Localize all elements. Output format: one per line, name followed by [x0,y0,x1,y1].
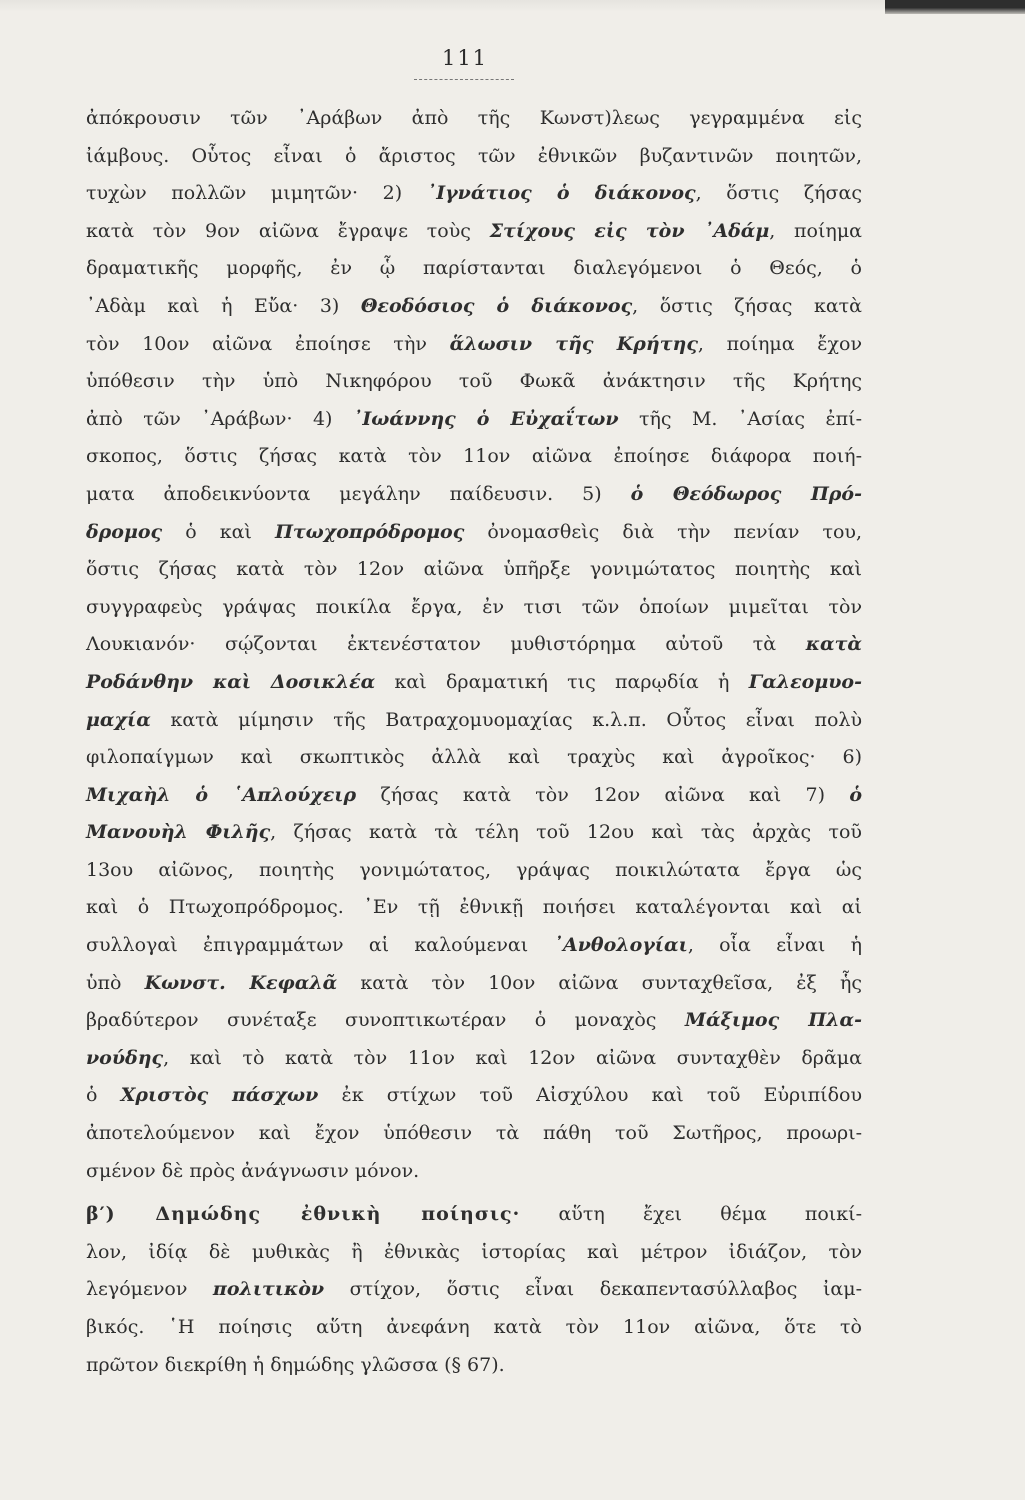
header-rule [414,79,514,80]
text-line: ἀποτελούμενον καὶ ἔχον ὑπόθεσιν τὰ πάθη τοῦ Σωτῆρος, προωρι- [86,1122,862,1145]
emphasis: νούδης [86,1046,164,1069]
emphasis: ἅλωσιν τῆς Κρήτης [449,332,698,355]
emphasis: Στίχους εἰς τὸν ᾿Αδάμ [489,219,770,242]
text-line: ὑπόθεσιν τὴν ὑπὸ Νικηφόρου τοῦ Φωκᾶ ἀνάκτησιν τῆς Κρήτης [86,370,862,393]
text-line: ματα ἀποδεικνύοντα μεγάλην παίδευσιν. 5) ὁ Θεόδωρος Πρό- [86,482,862,505]
text-line: συγγραφεὺς γράψας ποικίλα ἔργα, ἐν τισι τῶν ὁποίων μιμεῖται τὸν [86,595,862,618]
text-line: δρομος ὁ καὶ Πτωχοπρόδρομος ὀνομασθεὶς διὰ τὴν πενίαν του, [86,520,862,543]
emphasis: πολιτικὸν [212,1278,325,1301]
text-line: τυχὼν πολλῶν μιμητῶν· 2) ᾿Ιγνάτιος ὁ διάκονος, ὅστις ζήσας [86,182,862,205]
text-line: βραδύτερον συνέταξε συνοπτικωτέραν ὁ μοναχὸς Μάξιμος Πλα- [86,1009,862,1032]
text-line: τὸν 10ον αἰῶνα ἐποίησε τὴν ἅλωσιν τῆς Κρήτης, ποίημα ἔχον [86,332,862,355]
text-line: ἰάμβους. Οὗτος εἶναι ὁ ἄριστος τῶν ἐθνικῶν βυζαντινῶν ποιητῶν, [86,144,862,167]
text-line: β′) Δημώδης ἐθνικὴ ποίησις· αὕτη ἔχει θέμα ποικί- [86,1203,862,1226]
text-line: ᾿Αδὰμ καὶ ἡ Εὔα· 3) Θεοδόσιος ὁ διάκονος, ὅστις ζήσας κατὰ [86,294,862,317]
emphasis: Πτωχοπρόδρομος [274,520,465,543]
text-line: βικός. ῾Η ποίησις αὕτη ἀνεφάνη κατὰ τὸν 11ον αἰῶνα, ὅτε τὸ [86,1316,862,1338]
text-line: Μιχαὴλ ὁ ῾Απλούχειρ ζήσας κατὰ τὸν 12ον αἰῶνα καὶ 7) ὁ [86,783,862,806]
emphasis: δρομος [86,520,163,543]
emphasis: Μιχαὴλ ὁ ῾Απλούχειρ [86,783,357,806]
text-line: λεγόμενον πολιτικὸν στίχον, ὅστις εἶναι δεκαπεντασύλλαβος ἰαμ- [86,1278,862,1301]
text-line: κατὰ τὸν 9ον αἰῶνα ἔγραψε τοὺς Στίχους εἰς τὸν ᾿Αδάμ, ποίημα [86,219,862,242]
text-line: σκοπος, ὅστις ζήσας κατὰ τὸν 11ον αἰῶνα ἐποίησε διάφορα ποιή- [86,445,862,468]
paragraph-2 [86,1196,862,1384]
emphasis: ᾿Ανθολογίαι [553,934,688,957]
text-line: Μανουὴλ Φιλῆς, ζήσας κατὰ τὰ τέλη τοῦ 12ου καὶ τὰς ἀρχὰς τοῦ [86,821,862,844]
emphasis: κατὰ [805,633,862,656]
emphasis: Γαλεομυο- [748,670,862,693]
text-line: ὁ Χριστὸς πάσχων ἐκ στίχων τοῦ Αἰσχύλου καὶ τοῦ Εὐριπίδου [86,1084,863,1107]
text-line: ἀπόκρουσιν τῶν ᾿Αράβων ἀπὸ τῆς Κωνστ)λεως γεγραμμένα εἰς [86,107,862,129]
text-line: ἀπὸ τῶν ᾿Αράβων· 4) ᾿Ιωάννης ὁ Εὐχαΐτων τῆς Μ. ᾿Ασίας ἐπί- [86,407,862,430]
text-line: καὶ ὁ Πτωχοπρόδρομος. ᾿Εν τῇ ἐθνικῇ ποιήσει καταλέγονται καὶ αἱ [86,896,862,919]
emphasis: Χριστὸς πάσχων [120,1084,319,1107]
emphasis: ὁ Θεόδωρος Πρό- [630,482,862,505]
emphasis: Κωνστ. Κεφαλᾶ [144,971,338,994]
text-line: μαχία κατὰ μίμησιν τῆς Βατραχομυομαχίας κ.λ.π. Οὗτος εἶναι πολὺ [86,708,862,731]
emphasis: ᾿Ιγνάτιος ὁ διάκονος [426,182,696,205]
text-line: 13ου αἰῶνος, ποιητὴς γονιμώτατος, γράψας ποικιλώτατα ἔργα ὡς [86,858,862,881]
text-line: λον, ἰδίᾳ δὲ μυθικὰς ἢ ἐθνικὰς ἱστορίας καὶ μέτρον ἰδιάζον, τὸν [86,1240,862,1263]
text-line: συλλογαὶ ἐπιγραμμάτων αἱ καλούμεναι ᾿Ανθολογίαι, οἷα εἶναι ἡ [86,934,862,957]
text-line: ὑπὸ Κωνστ. Κεφαλᾶ κατὰ τὸν 10ον αἰῶνα συνταχθεῖσα, ἐξ ἧς [86,971,862,994]
text-line: πρῶτον διεκρίθη ἡ δημώδης γλῶσσα (§ 67). [86,1353,505,1376]
text-line: φιλοπαίγμων καὶ σκωπτικὸς ἀλλὰ καὶ τραχὺς καὶ ἀγροῖκος· 6) [86,746,862,769]
text-line: Ροδάνθην καὶ Δοσικλέα καὶ δραματική τις παρῳδία ἡ Γαλεομυο- [86,670,862,693]
text-line: δραματικῆς μορφῆς, ἐν ᾧ παρίστανται διαλεγόμενοι ὁ Θεός, ὁ [86,257,862,280]
scan-corner-shadow [885,0,1025,14]
paragraph-1 [86,100,862,1190]
emphasis: ὁ [849,783,862,806]
text-line: Λουκιανόν· σῴζονται ἐκτενέστατον μυθιστόρημα αὐτοῦ τὰ κατὰ [86,633,862,656]
emphasis: Μανουὴλ Φιλῆς [86,821,271,844]
emphasis: Μάξιμος Πλα- [684,1009,862,1032]
section-heading: β′) Δημώδης ἐθνικὴ ποίησις· [86,1203,521,1226]
scan-edge [0,0,1025,12]
text-line: νούδης, καὶ τὸ κατὰ τὸν 11ον καὶ 12ον αἰῶνα συνταχθὲν δρᾶμα [86,1046,862,1069]
emphasis: μαχία [86,708,151,731]
text-line: ὅστις ζήσας κατὰ τὸν 12ον αἰῶνα ὑπῆρξε γονιμώτατος ποιητὴς καὶ [86,558,862,581]
emphasis: Θεοδόσιος ὁ διάκονος [360,294,633,317]
emphasis: Ροδάνθην καὶ Δοσικλέα [86,670,376,693]
emphasis: ᾿Ιωάννης ὁ Εὐχαΐτων [352,407,619,430]
body-text [86,100,862,1384]
text-line: σμένον δὲ πρὸς ἀνάγνωσιν μόνον. [86,1159,420,1182]
page-number: 111 [441,46,489,70]
